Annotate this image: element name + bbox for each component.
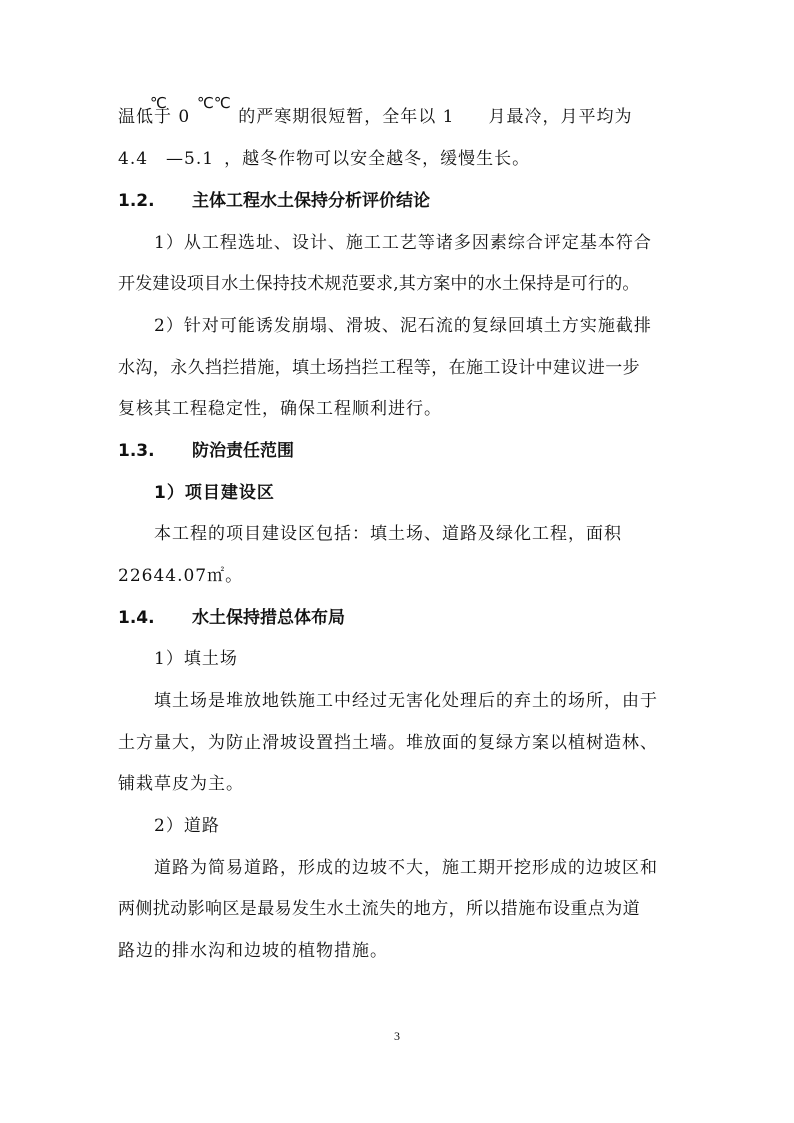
section-title: 主体工程水土保持分析评价结论	[192, 191, 430, 211]
section-1-3-subtitle: 1）项目建设区	[154, 483, 275, 503]
degree-symbol: ℃	[150, 94, 167, 112]
section-1-2-item2-line1: 2）针对可能诱发崩塌、滑坡、泥石流的复绿回填土方实施截排	[154, 316, 652, 336]
degree-symbol-double: ℃℃	[197, 94, 231, 112]
paragraph1-text-b: 的严寒期很短暂，全年以 1	[238, 107, 455, 127]
section-1-4-sub1-line2: 土方量大，为防止滑坡设置挡土墙。堆放面的复绿方案以植树造林、	[118, 733, 658, 753]
paragraph1-value-high: —5.1	[166, 149, 215, 169]
paragraph1-text-end: ，越冬作物可以安全越冬，缓慢生长。	[224, 149, 531, 169]
section-1-4-sub1-title: 1）填土场	[154, 649, 238, 669]
section-1-4-sub2-line1: 道路为简易道路，形成的边坡不大，施工期开挖形成的边坡区和	[154, 858, 658, 878]
section-number: 1.2.	[118, 191, 155, 211]
section-number: 1.4.	[118, 608, 155, 628]
section-1-2-heading	[118, 189, 430, 213]
section-1-3-heading	[118, 439, 294, 463]
page-number: 3	[394, 1029, 400, 1043]
paragraph1-text-a: 温低于 0	[118, 107, 191, 127]
paragraph1-text-c: 月最冷，月平均为	[488, 107, 633, 127]
paragraph1-line2	[118, 147, 530, 171]
paragraph1-line1	[118, 105, 632, 129]
section-1-4-heading	[118, 606, 345, 630]
paragraph1-value-low: 4.4	[118, 149, 149, 169]
section-1-4-sub1-line1: 填土场是堆放地铁施工中经过无害化处理后的弃土的场所，由于	[154, 691, 658, 711]
section-title: 防治责任范围	[192, 441, 294, 461]
section-1-2-item1-line2: 开发建设项目水土保持技术规范要求,其方案中的水土保持是可行的。	[118, 274, 640, 294]
section-1-2-item1-line1: 1）从工程选址、设计、施工工艺等诸多因素综合评定基本符合	[154, 233, 652, 253]
section-1-4-sub1-line3: 铺栽草皮为主。	[118, 774, 244, 794]
section-1-4-sub2-line3: 路边的排水沟和边坡的植物措施。	[118, 941, 388, 961]
section-1-4-sub2-title: 2）道路	[154, 816, 220, 836]
section-1-3-text-line2: 22644.07㎡。	[118, 566, 244, 586]
section-1-4-sub2-line2: 两侧扰动影响区是最易发生水土流失的地方，所以措施布设重点为道	[118, 899, 640, 919]
section-title: 水土保持措总体布局	[192, 608, 345, 628]
section-number: 1.3.	[118, 441, 155, 461]
section-1-2-item2-line3: 复核其工程稳定性，确保工程顺利进行。	[118, 399, 442, 419]
section-1-2-item2-line2: 水沟，永久挡拦措施，填土场挡拦工程等，在施工设计中建议进一步	[118, 358, 640, 378]
section-1-3-text-line1: 本工程的项目建设区包括：填土场、道路及绿化工程，面积	[154, 524, 622, 544]
